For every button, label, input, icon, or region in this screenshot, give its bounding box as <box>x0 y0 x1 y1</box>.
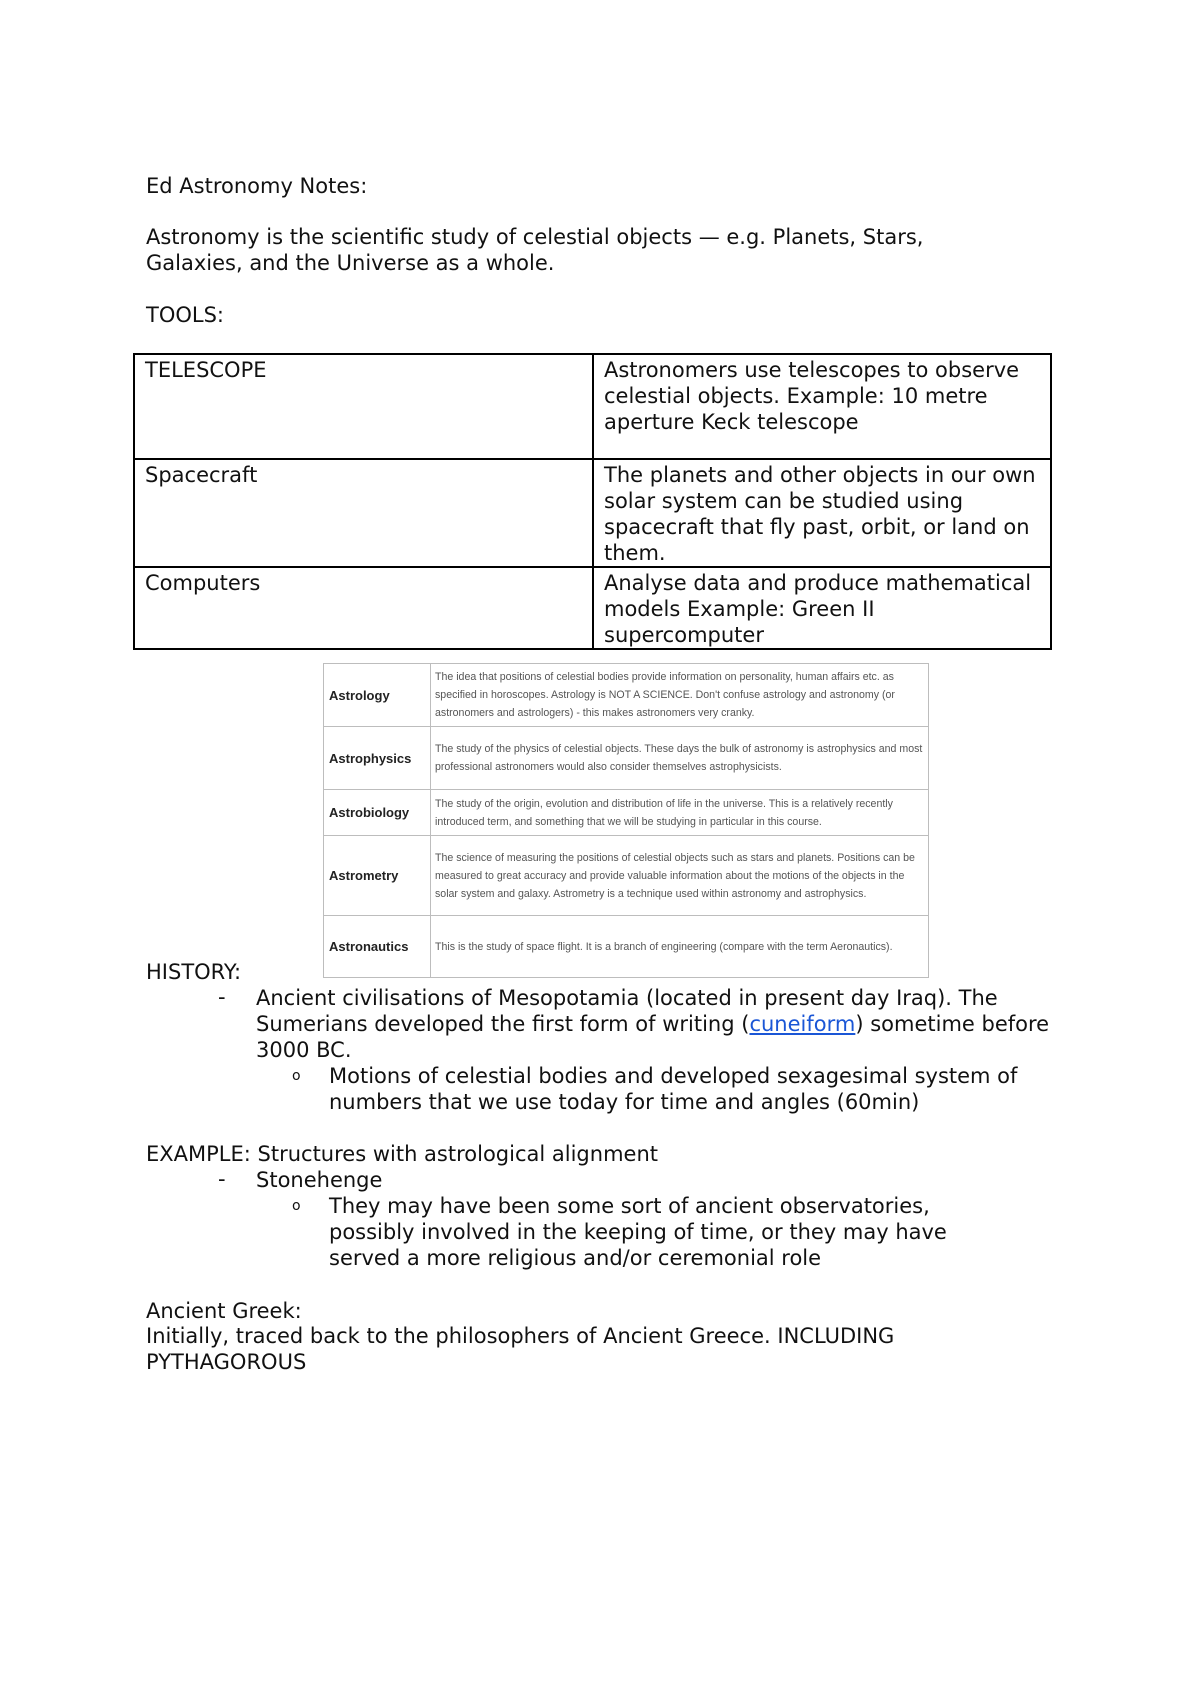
dash-bullet-marker: - <box>218 1167 226 1191</box>
field-definition: This is the study of space flight. It is a branch of engineering (compare with the term Aeronautics). <box>431 916 929 978</box>
intro-line-1: Astronomy is the scientific study of celestial objects — e.g. Planets, Stars, <box>146 225 924 249</box>
intro-line-2: Galaxies, and the Universe as a whole. <box>146 251 555 275</box>
tools-row <box>134 567 1051 649</box>
field-row <box>324 790 929 836</box>
field-term: Astrophysics <box>324 727 431 790</box>
field-term: Astrobiology <box>324 790 431 836</box>
field-row <box>324 664 929 727</box>
tools-row <box>134 459 1051 567</box>
field-row <box>324 836 929 916</box>
history-subitem: Motions of celestial bodies and developed sexagesimal system of numbers that we use today for time and angles (60min) <box>329 1064 1018 1114</box>
history-heading: HISTORY: <box>146 960 242 984</box>
example-item: Stonehenge <box>256 1168 383 1192</box>
document-title: Ed Astronomy Notes: <box>146 174 368 198</box>
field-term: Astrology <box>324 664 431 727</box>
example-subitem: They may have been some sort of ancient observatories, possibly involved in the keeping of time, or they may have served a more religious and/or ceremonial role <box>329 1194 947 1270</box>
tools-heading: TOOLS: <box>146 303 224 327</box>
example-heading: EXAMPLE: Structures with astrological alignment <box>146 1142 658 1166</box>
tools-row <box>134 354 1051 459</box>
field-term: Astronautics <box>324 916 431 978</box>
cuneiform-link[interactable]: cuneiform <box>749 1012 856 1036</box>
tool-name: TELESCOPE <box>134 354 593 459</box>
history-item-text-start: Ancient civilisations of Mesopotamia (located in present day Iraq). The Sumerians developed the first form of writing ( <box>256 986 998 1036</box>
field-definition: The study of the origin, evolution and distribution of life in the universe. This is a relatively recently introduced term, and something that we will be studying in particular in this course. <box>431 790 929 836</box>
circle-bullet-marker: o <box>292 1068 301 1084</box>
dash-bullet-marker: - <box>218 985 226 1009</box>
field-definition: The science of measuring the positions of celestial objects such as stars and planets. Positions can be measured to great accuracy and provide valuable information about the motions of the objects in the solar system and galaxy. Astrometry is a technique used within astronomy and astrophysics. <box>431 836 929 916</box>
history-item-text-end: ) sometime before 3000 BC. <box>256 1012 1050 1062</box>
circle-bullet-marker: o <box>292 1198 301 1214</box>
tool-description: Astronomers use telescopes to observe celestial objects. Example: 10 metre aperture Keck telescope <box>593 354 1051 459</box>
greek-heading: Ancient Greek: <box>146 1299 302 1323</box>
tool-name: Computers <box>134 567 593 649</box>
history-item <box>256 985 1068 1063</box>
field-row <box>324 916 929 978</box>
field-definition: The study of the physics of celestial objects. These days the bulk of astronomy is astrophysics and most professional astronomers would also consider themselves astrophysicists. <box>431 727 929 790</box>
astronomy-fields-table <box>323 663 929 978</box>
tool-description: The planets and other objects in our own solar system can be studied using spacecraft that fly past, orbit, or land on them. <box>593 459 1051 567</box>
field-row <box>324 727 929 790</box>
greek-text: Initially, traced back to the philosophers of Ancient Greece. INCLUDING PYTHAGOROUS <box>146 1324 895 1374</box>
field-term: Astrometry <box>324 836 431 916</box>
field-definition: The idea that positions of celestial bodies provide information on personality, human affairs etc. as specified in horoscopes. Astrology is NOT A SCIENCE. Don't confuse astrology and astronomy (or astronomers and astrologers) - this makes astronomers very cranky. <box>431 664 929 727</box>
tool-name: Spacecraft <box>134 459 593 567</box>
tool-description: Analyse data and produce mathematical models Example: Green II supercomputer <box>593 567 1051 649</box>
tools-table <box>133 353 1052 650</box>
